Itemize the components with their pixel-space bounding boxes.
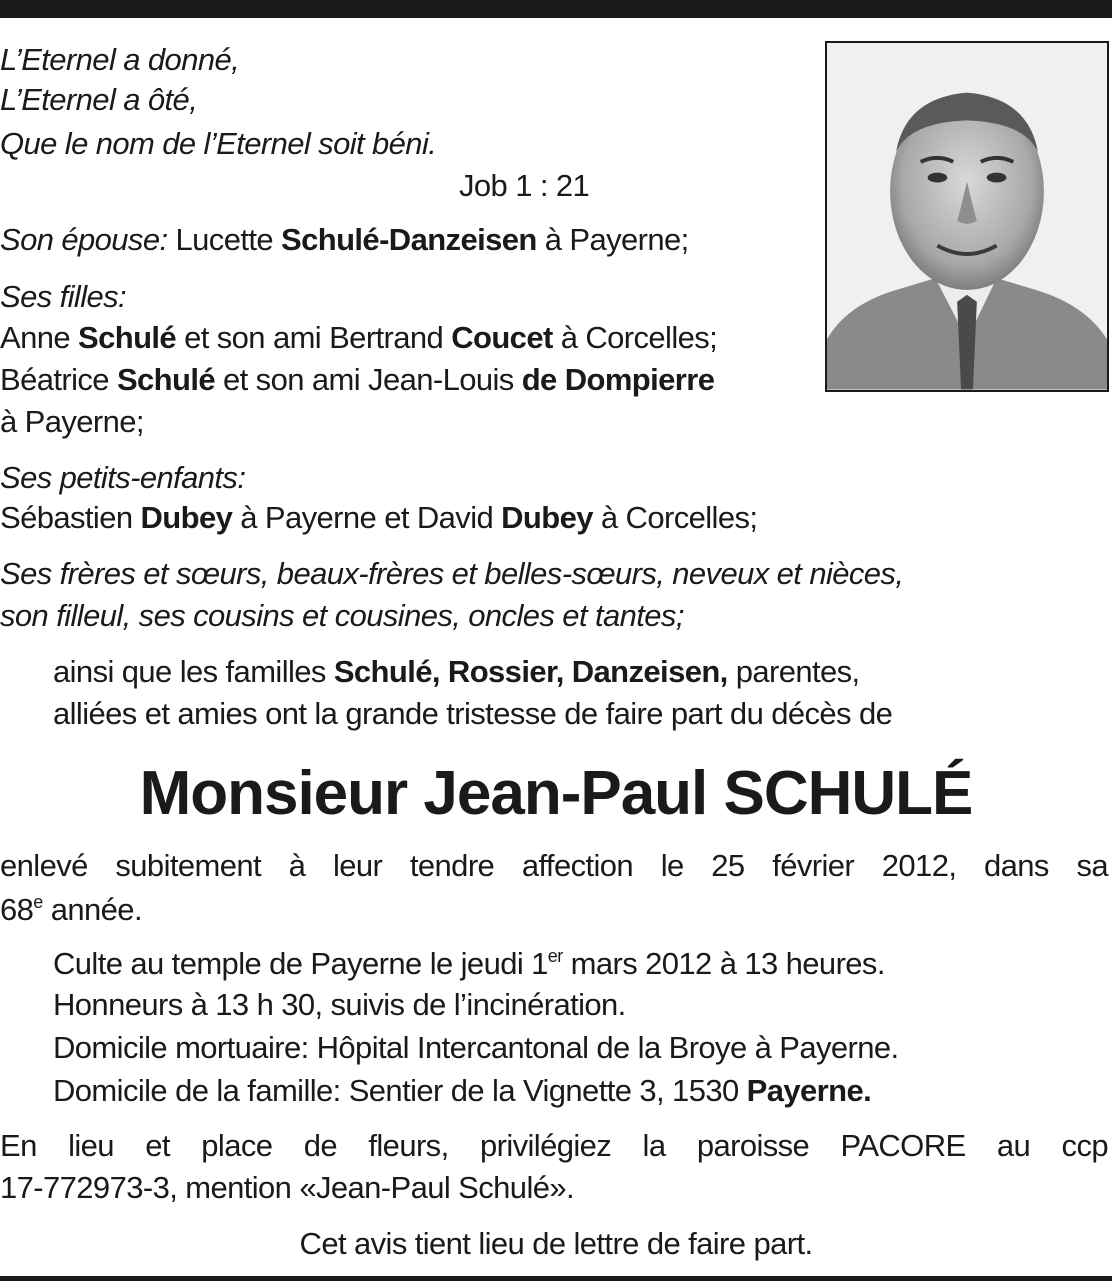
portrait-image	[827, 43, 1107, 390]
culte-superscript: er	[547, 946, 563, 966]
daughter-1-mid: et son ami Bertrand	[184, 320, 444, 355]
relatives-line-1: Ses frères et sœurs, beaux-frères et belles-sœurs, neveux et nièces,	[0, 556, 904, 591]
verse-reference: Job 1 : 21	[459, 168, 590, 203]
service-famille	[53, 1071, 871, 1111]
verse-line-2: L’Eternel a ôté,	[0, 82, 198, 117]
daughter-2-place: à Payerne;	[0, 404, 144, 439]
families-pre: ainsi que les familles	[53, 654, 326, 689]
families-names: Schulé, Rossier, Danzeisen,	[333, 654, 728, 689]
daughter-2-line	[0, 360, 714, 400]
culte-post: mars 2012 à 13 heures.	[570, 946, 885, 981]
service-culte	[53, 944, 885, 984]
age-superscript: e	[33, 892, 43, 912]
announce-line: alliées et amies ont la grande tristesse de faire part du décès de	[53, 696, 893, 731]
death-line-2	[0, 890, 142, 930]
top-rule	[0, 0, 1112, 18]
donation-line-2: 17-772973-3, mention «Jean-Paul Schulé».	[0, 1170, 575, 1205]
daughter-2-partner: de Dompierre	[521, 362, 715, 397]
culte-pre: Culte au temple de Payerne le jeudi 1	[53, 946, 548, 981]
donation-line-1: En lieu et place de fleurs, privilégiez la paroisse PACORE au ccp	[0, 1128, 1108, 1163]
age-rest: année.	[50, 892, 142, 927]
daughter-1-first: Anne	[0, 320, 70, 355]
closing-note: Cet avis tient lieu de lettre de faire part.	[299, 1226, 813, 1261]
spouse-last-name: Schulé-Danzeisen	[281, 222, 537, 257]
verse-line-3: Que le nom de l’Eternel soit béni.	[0, 126, 437, 161]
grandchildren-line	[0, 498, 757, 538]
spouse-first-name: Lucette	[175, 222, 274, 257]
daughters-label: Ses filles:	[0, 279, 127, 314]
daughter-1-line	[0, 318, 717, 358]
spouse-place: à Payerne;	[544, 222, 689, 257]
famille-address: Domicile de la famille: Sentier de la Vignette 3, 1530	[53, 1073, 739, 1108]
famille-city: Payerne.	[746, 1073, 872, 1108]
grandchild-2-last: Dubey	[501, 500, 593, 535]
spouse-label: Son épouse:	[0, 222, 168, 257]
daughter-2-last: Schulé	[116, 362, 215, 397]
spouse-line	[0, 220, 689, 260]
bottom-rule	[0, 1276, 1112, 1281]
grandchildren-mid: à Payerne et David	[240, 500, 494, 535]
verse-line-1: L’Eternel a donné,	[0, 42, 240, 77]
daughter-2-first: Béatrice	[0, 362, 109, 397]
grandchildren-place: à Corcelles;	[600, 500, 758, 535]
daughter-1-place: à Corcelles;	[560, 320, 718, 355]
service-honneurs: Honneurs à 13 h 30, suivis de l’incinération.	[53, 987, 626, 1022]
service-mortuaire: Domicile mortuaire: Hôpital Intercantonal de la Broye à Payerne.	[53, 1030, 899, 1065]
grandchild-1-first: Sébastien	[0, 500, 133, 535]
portrait-photo	[825, 41, 1109, 392]
relatives-line-2: son filleul, ses cousins et cousines, oncles et tantes;	[0, 598, 684, 633]
families-post: parentes,	[735, 654, 860, 689]
families-line	[53, 652, 860, 692]
grandchild-1-last: Dubey	[140, 500, 233, 535]
daughter-1-partner: Coucet	[451, 320, 553, 355]
age-number: 68	[0, 892, 34, 927]
deceased-name: Monsieur Jean-Paul SCHULÉ	[139, 759, 973, 828]
daughter-2-mid: et son ami Jean-Louis	[223, 362, 514, 397]
grandchildren-label: Ses petits-enfants:	[0, 460, 246, 495]
death-line-1: enlevé subitement à leur tendre affection le 25 février 2012, dans sa	[0, 848, 1108, 883]
daughter-1-last: Schulé	[78, 320, 177, 355]
